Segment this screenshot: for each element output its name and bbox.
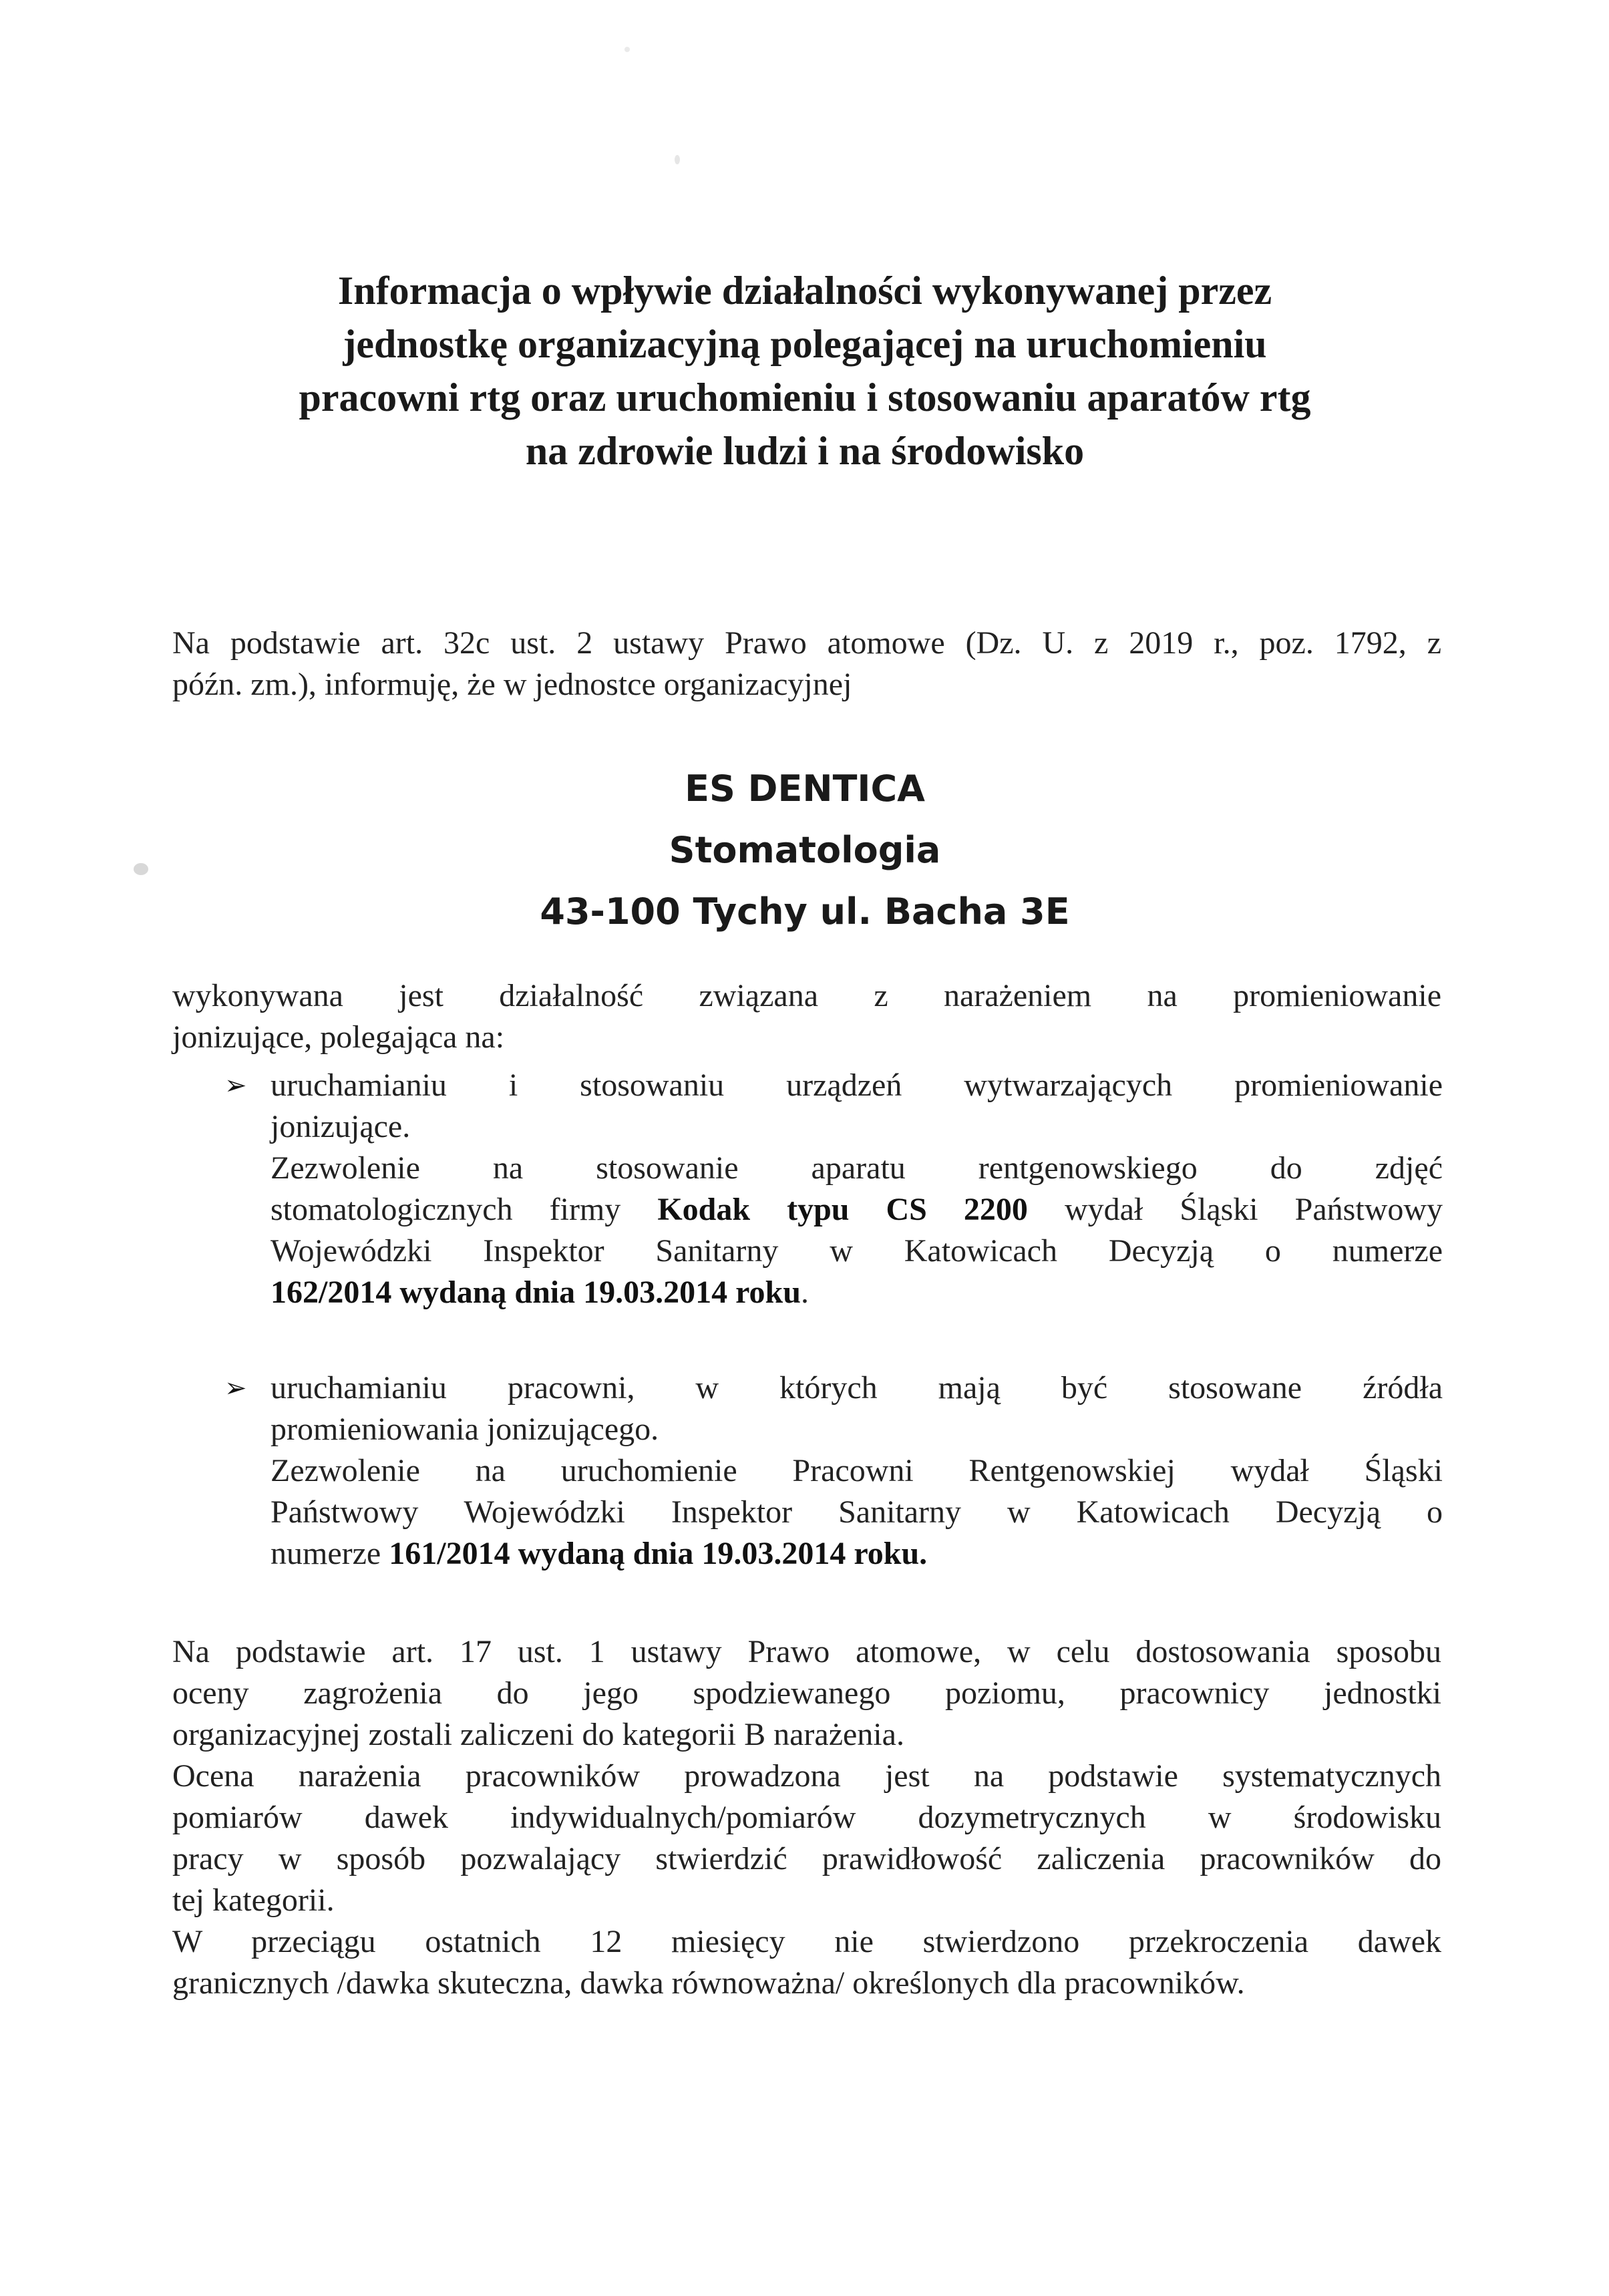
text-line: jonizujące, polegająca na: [172,1019,505,1055]
text-line: Zezwolenie na uruchomienie Pracowni Rentgenowskiej wydał Śląski [271,1453,1443,1488]
decision-number: 161/2014 wydaną dnia 19.03.2014 roku. [389,1536,928,1571]
document-title [174,264,1436,478]
bullet-item-1 [271,1065,1443,1313]
text-line: W przeciągu ostatnich 12 miesięcy nie stwierdzono przekroczenia dawek [172,1924,1441,1959]
text-line: jonizujące. [271,1109,411,1144]
scan-speck [134,863,148,875]
text-line [271,1189,1443,1231]
scan-speck [624,47,630,52]
company-block [401,758,1209,943]
company-name: ES DENTICA [685,768,925,810]
text-line: pomiarów dawek indywidualnych/pomiarów dozymetrycznych w środowisku [172,1800,1441,1835]
text-line: uruchamianiu pracowni, w których mają być stosowane źródła [271,1370,1443,1406]
text-line: późn. zm.), informuję, że w jednostce organizacyjnej [172,667,852,702]
text-line: uruchamianiu i stosowaniu urządzeń wytwarzających promieniowanie [271,1068,1443,1103]
arrow-bullet-icon: ➢ [224,1373,247,1404]
text-line: Na podstawie art. 32c ust. 2 ustawy Prawo atomowe (Dz. U. z 2019 r., poz. 1792, z [172,625,1441,661]
text-line: wykonywana jest działalność związana z narażeniem na promieniowanie [172,978,1441,1013]
text-line: Ocena narażenia pracowników prowadzona jest na podstawie systematycznych [172,1758,1441,1794]
title-line: na zdrowie ludzi i na środowisko [525,429,1085,473]
text-line: promieniowania jonizującego. [271,1412,659,1447]
text-segment: wydał Śląski Państwowy [1064,1192,1443,1227]
text-segment: stomatologicznych firmy [271,1192,621,1227]
text-line: Wojewódzki Inspektor Sanitarny w Katowicach Decyzją o numerze [271,1233,1443,1269]
text-line [271,1533,1443,1575]
text-line: Zezwolenie na stosowanie aparatu rentgenowskiego do zdjęć [271,1150,1443,1186]
text-line: granicznych /dawka skuteczna, dawka równoważna/ określonych dla pracowników. [172,1965,1245,2001]
intro-paragraph [172,623,1441,705]
title-line: Informacja o wpływie działalności wykonywanej przez [337,269,1272,313]
bullet-item-2 [271,1367,1443,1575]
title-line: jednostkę organizacyjną polegającej na uruchomieniu [343,322,1267,366]
text-line [271,1272,1443,1313]
scan-speck [675,155,680,164]
text-segment: numerze [271,1536,381,1571]
text-segment: . [800,1275,809,1310]
company-specialty: Stomatologia [669,829,941,871]
text-line: Państwowy Wojewódzki Inspektor Sanitarny w Katowicach Decyzją o [271,1494,1443,1530]
legal-paragraphs [172,1631,1441,2004]
title-line: pracowni rtg oraz uruchomieniu i stosowaniu aparatów rtg [299,375,1311,420]
arrow-bullet-icon: ➢ [224,1070,247,1101]
company-address: 43-100 Tychy ul. Bacha 3E [540,890,1070,933]
text-line: organizacyjnej zostali zaliczeni do kategorii B narażenia. [172,1717,904,1752]
activity-paragraph [172,975,1441,1058]
text-line: Na podstawie art. 17 ust. 1 ustawy Prawo atomowe, w celu dostosowania sposobu [172,1634,1441,1669]
decision-number: 162/2014 wydaną dnia 19.03.2014 roku [271,1275,801,1310]
device-model: Kodak typu CS 2200 [657,1192,1028,1227]
text-line: oceny zagrożenia do jego spodziewanego poziomu, pracownicy jednostki [172,1675,1441,1711]
text-line: pracy w sposób pozwalający stwierdzić prawidłowość zaliczenia pracowników do [172,1841,1441,1876]
text-line: tej kategorii. [172,1882,335,1918]
